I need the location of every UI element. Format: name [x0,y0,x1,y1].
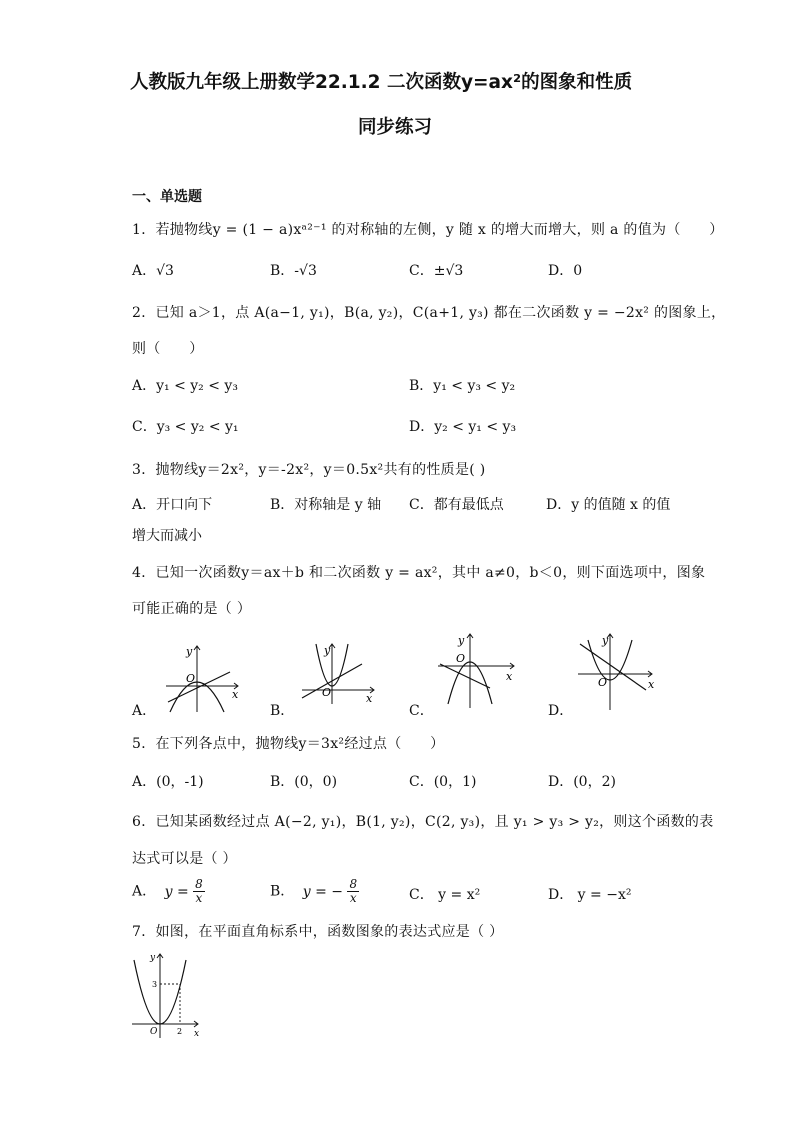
q5-option-a[interactable]: A．(0，-1) [132,774,204,790]
q6-stem-line-2: 达式可以是（ ） [132,851,237,867]
q3-option-d[interactable]: D．y 的值随 x 的值 [546,497,671,513]
q2-option-d[interactable]: D．y₂ < y₁ < y₃ [409,419,517,435]
q7-x-label: x [194,1029,200,1039]
q5-stem: 5．在下列各点中，抛物线y＝3x²经过点（ ） [132,736,445,752]
q4-option-a[interactable]: A． [132,703,157,719]
q2-option-c[interactable]: C．y₃ < y₂ < y₁ [132,419,239,435]
q4b-x-label: x [366,692,373,705]
q3-option-c[interactable]: C．都有最低点 [409,497,504,513]
q4-graph-d [574,630,660,712]
q4b-origin-label: O [322,686,332,699]
q6-option-c[interactable]: C． y = x² [409,887,481,903]
q5-option-d[interactable]: D．(0，2) [548,774,616,790]
section-heading: 一、单选题 [132,189,202,205]
q4d-y-label: y [602,634,609,647]
q1-option-b[interactable]: B．-√3 [270,263,317,279]
q4-option-b[interactable]: B． [270,703,295,719]
q4-graph-c [432,630,522,710]
title-line-1: 人教版九年级上册数学22.1.2 二次函数y=ax²的图象和性质 [130,72,633,93]
q5-option-b[interactable]: B．(0，0) [270,774,338,790]
q6-option-a-lhs: y = [164,883,189,900]
q7-origin-label: O [150,1027,158,1037]
q1-option-d[interactable]: D．0 [548,263,583,279]
q3-option-b[interactable]: B．对称轴是 y 轴 [270,497,382,513]
q5-option-c[interactable]: C．(0，1) [409,774,477,790]
q1-stem: 1．若抛物线y = (1 − a)xᵃ²⁻¹ 的对称轴的左侧，y 随 x 的增大而增大，则 a 的值为（ ） [132,222,724,238]
q6-option-b-label: B． [270,883,295,900]
q2-stem-line-2: 则（ ） [132,341,204,357]
q7-y-tick-3: 3 [152,980,158,989]
q4d-x-label: x [648,678,655,691]
q1-option-a[interactable]: A．√3 [132,263,174,279]
q6-stem-line-1: 6．已知某函数经过点 A(−2, y₁)，B(1, y₂)，C(2, y₃)，且 y₁ > y₃ > y₂，则这个函数的表 [132,814,714,830]
q4a-x-label: x [232,688,239,701]
q6-option-b[interactable] [270,878,359,905]
q4c-x-label: x [506,670,513,683]
q6-option-a-numerator: 8 [195,877,203,891]
q4d-origin-label: O [598,676,608,689]
q4-graph-b [298,640,382,706]
q6-option-b-numerator: 8 [349,877,358,891]
q4-graph-a [160,642,244,714]
q1-option-c[interactable]: C．±√3 [409,263,464,279]
q7-y-label: y [150,953,156,963]
q4c-origin-label: O [456,652,466,665]
q2-option-b[interactable]: B．y₁ < y₃ < y₂ [409,378,516,394]
q6-option-b-fraction [347,878,359,905]
q3-option-d-cont: 增大而减小 [132,528,202,544]
q6-option-d[interactable]: D． y = −x² [548,887,632,903]
q7-x-tick-2: 2 [177,1027,183,1036]
q7-graph [128,950,204,1040]
title-line-2: 同步练习 [358,117,433,138]
q4c-y-label: y [458,634,465,647]
q6-option-a-label: A． [132,883,157,900]
q7-stem: 7．如图，在平面直角标系中，函数图象的表达式应是（ ） [132,924,504,940]
q3-stem: 3．抛物线y＝2x²，y＝-2x²，y＝0.5x²共有的性质是( ) [132,462,486,478]
q4a-y-label: y [186,645,193,658]
q6-option-a[interactable] [132,878,205,905]
q4-stem-line-2: 可能正确的是（ ） [132,601,252,617]
q4a-origin-label: O [186,672,196,685]
q6-option-b-denominator: x [349,891,357,905]
q4b-y-label: y [324,644,331,657]
q6-option-b-lhs: y = − [302,883,344,900]
q3-option-a[interactable]: A．开口向下 [132,497,213,513]
q2-stem-line-1: 2．已知 a＞1，点 A(a−1, y₁)，B(a, y₂)，C(a+1, y₃) 都在二次函数 y = −2x² 的图象上， [132,305,726,321]
q6-option-a-fraction [193,878,205,905]
q4-option-c[interactable]: C． [409,703,434,719]
q2-option-a[interactable]: A．y₁ < y₂ < y₃ [132,378,238,394]
q4-stem-line-1: 4．已知一次函数y＝ax＋b 和二次函数 y = ax²，其中 a≠0，b＜0，则下面选项中，图象 [132,565,706,581]
q6-option-a-denominator: x [195,891,203,905]
q4-option-d[interactable]: D． [548,703,574,719]
